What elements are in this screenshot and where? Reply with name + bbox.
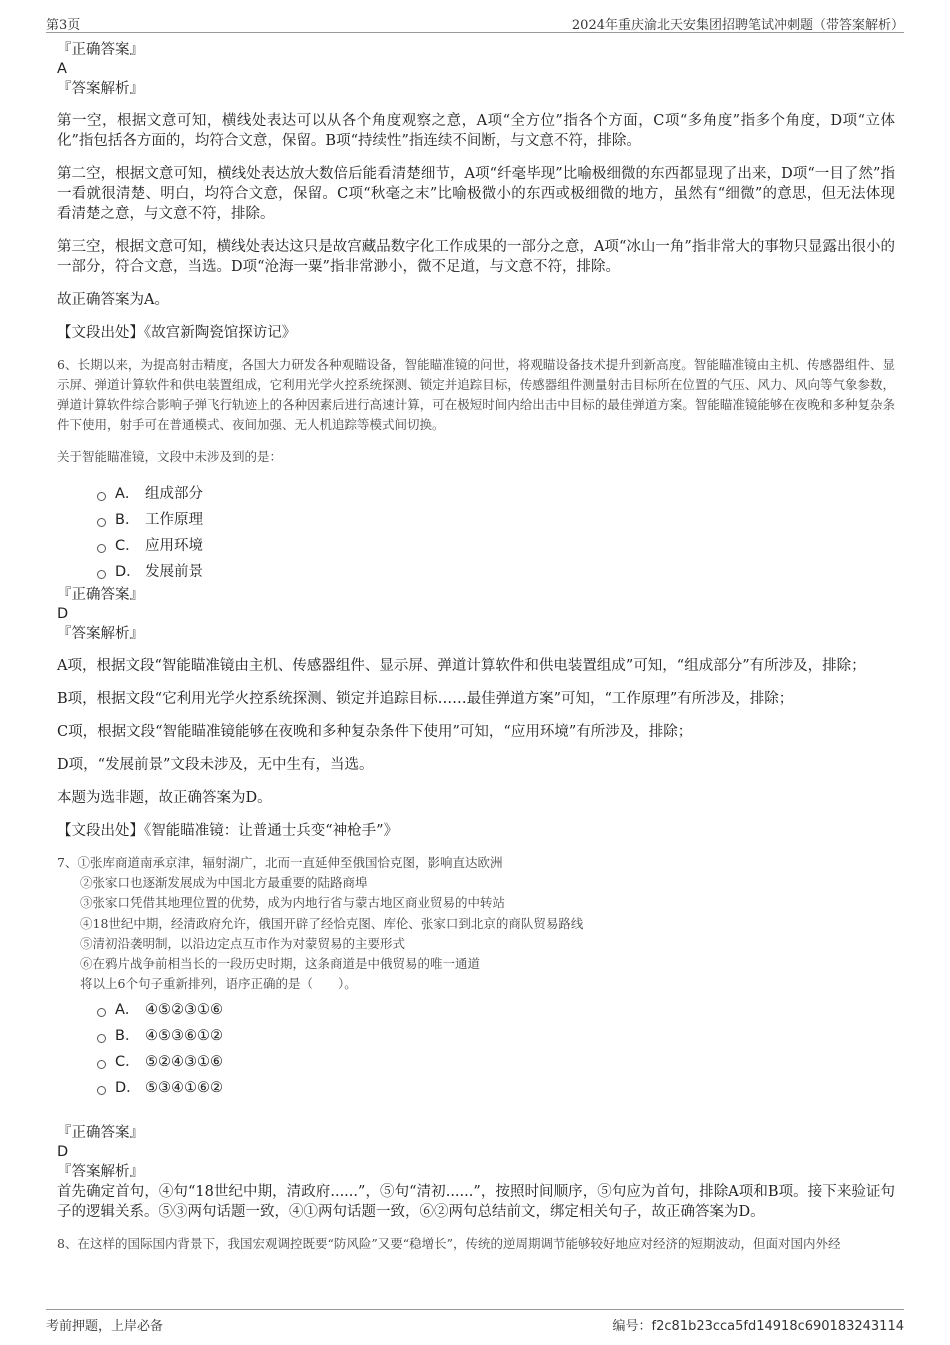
option-c[interactable] (57, 1049, 895, 1075)
sentence-item: ⑥在鸦片战争前相当长的一段历史时期，这条商道是中俄贸易的唯一通道 (80, 956, 481, 972)
id-label: 编号： (612, 1319, 652, 1334)
option-letter: C． (115, 538, 140, 554)
analysis-paragraph: B项，根据文段“它利用光学火控系统探测、锁定并追踪目标……最佳弹道方案”可知，“工作原理”有所涉及，排除； (57, 691, 794, 707)
option-b[interactable] (57, 1023, 895, 1049)
sentence-item: ⑤清初沿袭明制，以沿边定点互市作为对蒙贸易的主要形式 (80, 935, 406, 951)
radio-icon[interactable] (97, 1008, 106, 1017)
analysis-paragraph: 第一空，根据文意可知，横线处表达可以从各个角度观察之意，A项“全方位”指各个方面，C项“多角度”指多个角度，D项“立体化”指包括各方面的，均符合文意，保留。B项“持续性”指连续不间断，与文意不符，排除。 (57, 113, 895, 149)
radio-icon[interactable] (97, 570, 106, 579)
analysis-paragraph: 第二空，根据文意可知，横线处表达放大数倍后能看清楚细节，A项“纤毫毕现”比喻极细微的东西都显现了出来，D项“一目了然”指一看就很清楚、明白，均符合文意，保留。C项“秋毫之末”比喻极微小的东西或极细微的地方，虽然有“细微”的意思，但无法体现看清楚之意，与文意不符，排除。 (57, 166, 895, 222)
option-c[interactable] (57, 533, 895, 559)
option-letter: C． (115, 1053, 140, 1070)
analysis-conclusion: 本题为选非题，故正确答案为D。 (57, 790, 272, 806)
option-text: ④⑤③⑥①② (145, 1027, 223, 1044)
question-8 (57, 1234, 895, 1254)
question-stem: 8、在这样的国际国内背景下，我国宏观调控既要“防风险”又要“稳增长”，传统的逆周期调节能够较好地应对经济的短期波动，但面对国内外经 (57, 1235, 841, 1251)
option-letter: D． (115, 564, 141, 580)
sentence-item: ②张家口也逐渐发展成为中国北方最重要的陆路商埠 (80, 875, 368, 890)
correct-answer: D (57, 1143, 69, 1160)
source-citation: 【文段出处】《故宫新陶瓷馆探访记》 (57, 325, 297, 341)
radio-icon[interactable] (97, 544, 106, 553)
question-stem: 7、①张库商道南承京津，辐射湖广，北而一直延伸至俄国恰克图，影响直达欧洲 (57, 855, 503, 870)
analysis-label: 『答案解析』 (57, 626, 144, 642)
analysis-paragraph: A项，根据文段“智能瞄准镜由主机、传感器组件、显示屏、弹道计算软件和供电装置组成”可知，“组成部分”有所涉及，排除； (57, 658, 866, 674)
analysis-paragraph: D项，“发展前景”文段未涉及，无中生有，当选。 (57, 757, 374, 773)
option-letter: A． (115, 1001, 140, 1018)
question-prompt: 将以上6个句子重新排列，语序正确的是（ ）。 (80, 976, 357, 992)
sentence-item: ④18世纪中期，经清政府允许，俄国开辟了经恰克图、库伦、张家口到北京的商队贸易路线 (80, 915, 584, 931)
option-text: 应用环境 (145, 538, 203, 554)
radio-icon[interactable] (97, 492, 106, 501)
option-a[interactable] (57, 997, 895, 1023)
correct-answer: A (57, 61, 67, 77)
option-list (57, 997, 895, 1101)
document-title: 2024年重庆渝北天安集团招聘笔试冲刺题（带答案解析） (571, 18, 904, 33)
footer-slogan: 考前押题，上岸必备 (46, 1319, 164, 1334)
question-stem: 6、长期以来，为提高射击精度，各国大力研发各种观瞄设备，智能瞄准镜的问世，将观瞄设备技术提升到新高度。智能瞄准镜由主机、传感器组件、显示屏、弹道计算软件和供电装置组成，它利用光学火控系统探测、锁定并追踪目标，传感器组件测量射击目标所在位置的气压、风力、风向等气象参数，弹道计算软件综合影响子弹飞行轨迹上的各种因素后进行高速计算，可在极短时间内给出击中目标的最佳弹道方案。智能瞄准镜能够在夜晚和多种复杂条件下使用，射手可在普通模式、夜间加强、无人机追踪等模式间切换。 (57, 357, 895, 432)
option-text: 组成部分 (145, 486, 203, 502)
radio-icon[interactable] (97, 518, 106, 527)
option-list (57, 481, 895, 585)
question-7 (57, 853, 895, 1222)
question-6 (57, 355, 895, 841)
option-letter: B． (115, 1027, 140, 1044)
option-text: 工作原理 (145, 512, 203, 528)
option-letter: B． (115, 512, 140, 528)
correct-answer: D (57, 606, 69, 622)
answer-label: 『正确答案』 (57, 42, 144, 58)
analysis-paragraph: 第三空，根据文意可知，横线处表达这只是故宫藏品数字化工作成果的一部分之意，A项“冰山一角”指非常大的事物只显露出很小的一部分，符合文意，当选。D项“沧海一粟”指非常渺小，微不足道，与文意不符，排除。 (57, 239, 895, 275)
analysis-conclusion: 故正确答案为A。 (57, 292, 169, 308)
answer-label: 『正确答案』 (57, 587, 144, 603)
option-d[interactable] (57, 1075, 895, 1101)
page-header (46, 10, 904, 33)
analysis-label: 『答案解析』 (57, 1163, 144, 1180)
option-text: ⑤②④③①⑥ (145, 1053, 223, 1070)
option-d[interactable] (57, 559, 895, 585)
radio-icon[interactable] (97, 1060, 106, 1069)
option-b[interactable] (57, 507, 895, 533)
radio-icon[interactable] (97, 1034, 106, 1043)
question-5-answer (57, 40, 895, 343)
option-text: 发展前景 (145, 564, 203, 580)
source-citation: 【文段出处】《智能瞄准镜：让普通士兵变“神枪手”》 (57, 823, 399, 839)
option-text: ④⑤②③①⑥ (145, 1001, 223, 1018)
sentence-item: ③张家口凭借其地理位置的优势，成为内地行省与蒙古地区商业贸易的中转站 (80, 895, 506, 911)
analysis-paragraph: C项，根据文段“智能瞄准镜能够在夜晚和多种复杂条件下使用”可知，“应用环境”有所涉及，排除； (57, 724, 693, 740)
analysis-paragraph: 首先确定首句，④句“18世纪中期，清政府......”，⑤句“清初......”，按照时间顺序，⑤句应为首句，排除A项和B项。接下来验证句子的逻辑关系。⑤③两句话题一致，④①两句话题一致，⑥②两句总结前文，绑定相关句子，故正确答案为D。 (57, 1183, 895, 1220)
document-id (613, 1315, 904, 1334)
page-number: 第3页 (46, 18, 81, 33)
radio-icon[interactable] (97, 1086, 106, 1095)
question-prompt: 关于智能瞄准镜，文段中未涉及到的是： (57, 449, 283, 464)
answer-label: 『正确答案』 (57, 1124, 144, 1141)
option-text: ⑤③④①⑥② (145, 1079, 223, 1096)
id-value: f2c81b23cca5fd14918c690183243114 (651, 1319, 904, 1334)
analysis-label: 『答案解析』 (57, 81, 144, 97)
option-a[interactable] (57, 481, 895, 507)
page-content (57, 40, 895, 1254)
option-letter: D． (115, 1079, 141, 1096)
option-letter: A． (115, 486, 140, 502)
page-footer (46, 1309, 904, 1334)
